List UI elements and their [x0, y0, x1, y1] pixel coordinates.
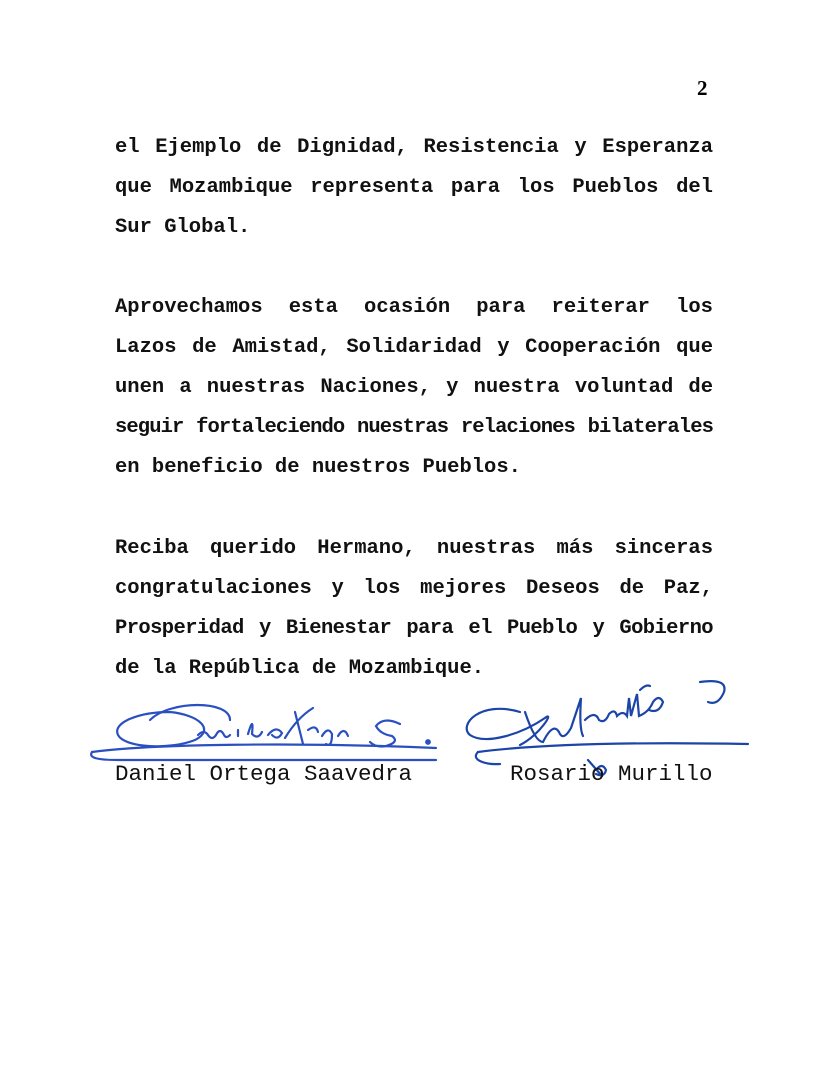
text-line: en beneficio de nuestros Pueblos. [115, 456, 521, 479]
text-line: Reciba querido Hermano, nuestras más sinceras [115, 537, 713, 560]
text-line: seguir fortaleciendo nuestras relaciones bilaterales [115, 416, 713, 439]
text-line: congratulaciones y los mejores Deseos de Paz, [115, 577, 713, 600]
text-line: unen a nuestras Naciones, y nuestra voluntad de [115, 376, 713, 399]
signatory-name: Rosario Murillo [510, 761, 713, 787]
signature-daniel-ortega [91, 705, 436, 760]
text-line: Sur Global. [115, 216, 251, 239]
text-line: el Ejemplo de Dignidad, Resistencia y Esperanza [115, 136, 713, 159]
text-line: Prosperidad y Bienestar para el Pueblo y Gobierno [115, 617, 713, 640]
text-line: de la República de Mozambique. [115, 657, 485, 680]
signatory-name: Daniel Ortega Saavedra [115, 761, 413, 787]
text-line: Lazos de Amistad, Solidaridad y Cooperación que [115, 336, 713, 359]
page-number: 2 [697, 76, 708, 100]
text-line: Aprovechamos esta ocasión para reiterar los [115, 296, 713, 319]
text-line: que Mozambique representa para los Pueblos del [115, 176, 713, 199]
